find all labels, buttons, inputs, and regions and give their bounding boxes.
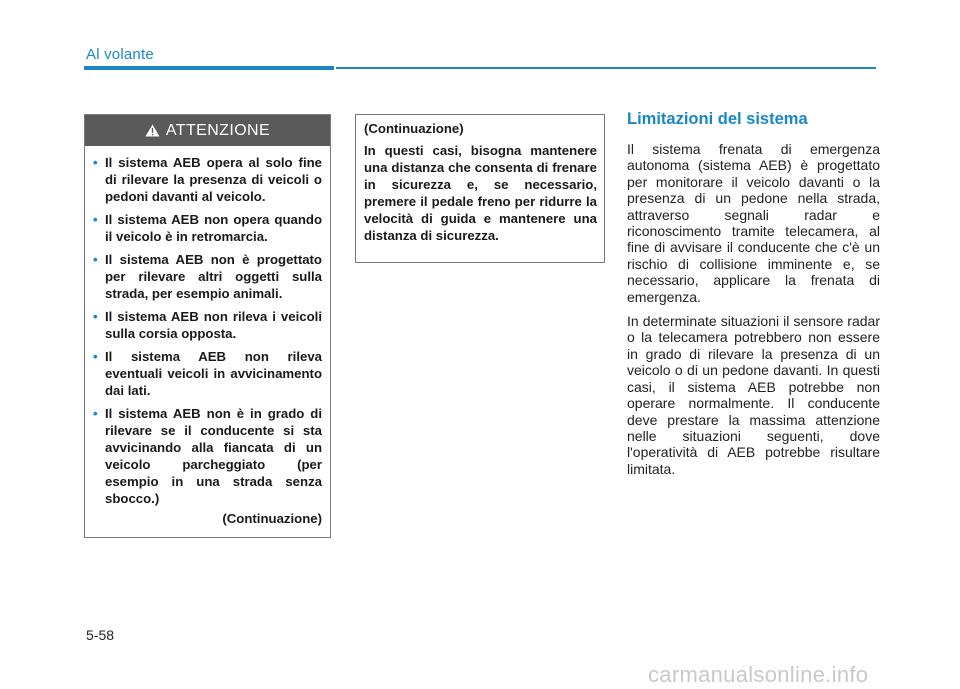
continued-warning-box [355, 114, 605, 263]
list-item: • Il sistema AEB non opera quando il veicolo è in retromarcia. [93, 212, 322, 244]
list-item: • Il sistema AEB non è progettato per rilevare altri oggetti sulla strada, per esempio animali. [93, 252, 322, 301]
system-limits-paragraph: In determinate situazioni il sensore radar o la telecamera potrebbero non essere in grado di rilevare la presenza di un veicolo o di un pedone davanti. In questi casi, il sistema AEB potrebbe non operare normalmente. Il conducente deve prestare la massima attenzione nelle situazioni seguenti, dove l'operatività di AEB potrebbe risultare limitata. [627, 313, 880, 477]
system-limits-section [627, 110, 880, 485]
warning-item-text: Il sistema AEB non rileva eventuali veicoli in avvicinamento dai lati. [105, 349, 322, 398]
warning-item-text: Il sistema AEB non è progettato per rilevare altri oggetti sulla strada, per esempio animali. [105, 252, 322, 301]
warning-item-text: Il sistema AEB opera al solo fine di rilevare la presenza di veicoli o pedoni davanti al veicolo. [105, 155, 322, 204]
warning-header [85, 115, 330, 146]
warning-list [85, 146, 330, 507]
continued-title: (Continuazione) [364, 121, 464, 136]
warning-item-text: Il sistema AEB non opera quando il veicolo è in retromarcia. [105, 212, 322, 244]
page-number: 5-58 [86, 627, 115, 643]
system-limits-paragraph: Il sistema frenata di emergenza autonoma (sistema AEB) è progettato per monitorare il veicolo davanti o la presenza di un pedone nella strada, attraverso segnali radar e riconoscimento tramite telecamera, al fine di avvisare il conducente che c'è un rischio di collisione imminente e, se necessario, applicare la frenata di emergenza. [627, 141, 880, 305]
warning-triangle-icon [145, 124, 160, 137]
warning-box [84, 114, 331, 538]
list-item: • Il sistema AEB opera al solo fine di rilevare la presenza di veicoli o pedoni davanti al veicolo. [93, 155, 322, 204]
warning-continuation: (Continuazione) [222, 511, 322, 526]
list-item: • Il sistema AEB non rileva eventuali veicoli in avvicinamento dai lati. [93, 349, 322, 398]
header-rule-thin [336, 67, 876, 69]
warning-item-text: Il sistema AEB non è in grado di rilevare se il conducente si sta avvicinando alla fiancata di un veicolo parcheggiato (per esempio in una strada senza sbocco.) [105, 406, 322, 506]
system-limits-heading: Limitazioni del sistema [627, 110, 808, 128]
section-title: Al volante [86, 46, 154, 63]
header-rule-thick [84, 66, 334, 70]
watermark: carmanualsonline.info [648, 662, 869, 687]
warning-title: ATTENZIONE [165, 121, 271, 139]
list-item: • Il sistema AEB non rileva i veicoli sulla corsia opposta. [93, 309, 322, 341]
continued-text: In questi casi, bisogna mantenere una distanza che consenta di frenare in sicurezza e, se necessario, premere il pedale freno per ridurre la velocità di guida e mantenere una distanza di sicurezza. [364, 143, 597, 243]
warning-item-text: Il sistema AEB non rileva i veicoli sulla corsia opposta. [105, 309, 322, 341]
list-item: • Il sistema AEB non è in grado di rilevare se il conducente si sta avvicinando alla fiancata di un veicolo parcheggiato (per esempio in una strada senza sbocco.) [93, 406, 322, 506]
